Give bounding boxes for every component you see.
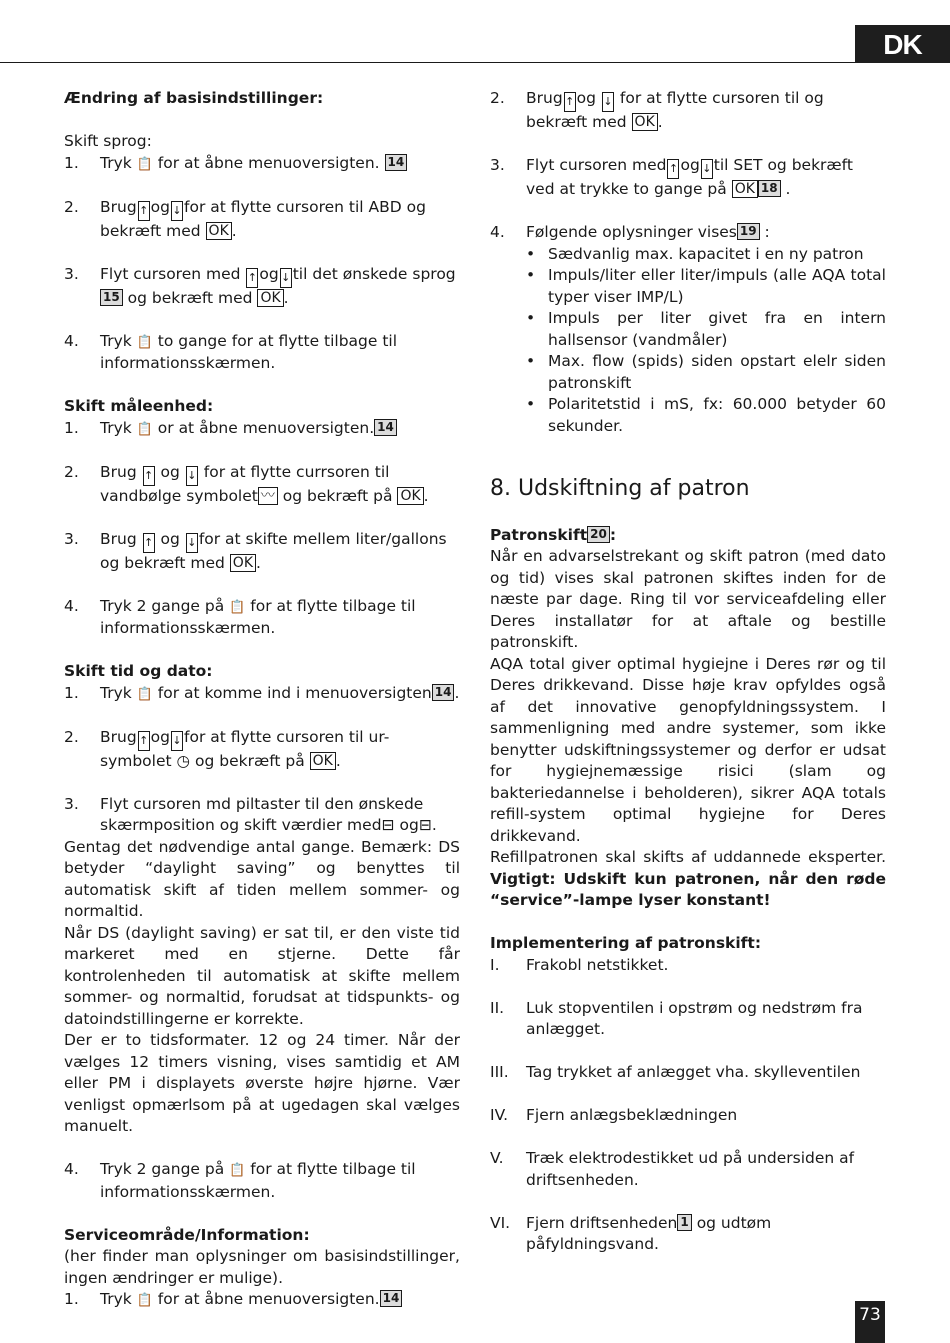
figure-ref: 18 <box>758 180 781 197</box>
section-title: Serviceområde/Information: <box>64 1225 310 1244</box>
list-item: 4. Tryk 📋 to gange for at flytte tilbage til informationsskærmen. <box>64 331 460 375</box>
item-number: 1. <box>64 683 79 702</box>
paragraph: Når en advarselstrekant og skift patron (med dato og tid) vises skal patronen skiftes inden for de næste par dage. Ring til vor serviceafdeling eller Deres installatør for at aftale og bestille patronskift. <box>490 547 886 651</box>
up-arrow-icon: ↑ <box>667 159 679 179</box>
list-item: 2. Brug ↑ og ↓ for at flytte cursoren til ur-symbolet ◷ og bekræft på OK . <box>64 727 460 773</box>
item-number: 3. <box>64 264 79 283</box>
ok-key: OK <box>230 554 256 572</box>
down-arrow-icon: ↓ <box>186 533 198 553</box>
down-arrow-icon: ↓ <box>186 466 198 486</box>
up-arrow-icon: ↑ <box>138 201 150 221</box>
list-item: 3. Flyt cursoren med ↑ og ↓ til det ønskede sprog 15 og bekræft med OK . <box>64 264 460 310</box>
list-item: 1. Tryk 📋 for at komme ind i menuoversigten 14 . <box>64 683 460 706</box>
ok-key: OK <box>206 222 232 240</box>
item-number: 2. <box>490 89 505 107</box>
ok-key: OK <box>632 113 658 131</box>
paragraph: Refillpatronen skal skifts af uddannede eksperter. Vigtigt: Udskift kun patronen, når den røde “service”-lampe lyser konstant! <box>490 848 886 909</box>
figure-ref: 14 <box>432 684 455 701</box>
step-item: VI. Fjern driftsenheden 1 og udtøm påfyldningsvand. <box>490 1213 772 1253</box>
item-number: 3. <box>490 156 505 174</box>
menu-icon: 📋 <box>136 1293 153 1308</box>
step-item: V. Træk elektrodestikket ud på undersiden af driftsenheden. <box>490 1149 855 1189</box>
figure-ref: 14 <box>385 154 408 171</box>
item-number: 1. <box>64 418 79 437</box>
section-title: Implementering af patronskift: <box>490 934 762 952</box>
page-number: 73 <box>855 1301 885 1343</box>
item-number: 2. <box>64 462 79 481</box>
list-item: 2. Brug ↑ og ↓ for at flytte cursoren til og bekræft med OK . <box>490 88 886 134</box>
bullet-item: • Max. flow (spids) siden opstart elelr siden patronskift <box>526 352 886 392</box>
step-item: I. Frakobl netstikket. <box>490 955 669 974</box>
list-item: 4. Tryk 2 gange på 📋 for at flytte tilbage til informationsskærmen. <box>64 596 460 640</box>
figure-ref: 14 <box>380 1290 403 1307</box>
section-title: Patronskift 20 : <box>490 525 617 544</box>
up-arrow-icon: ↑ <box>564 92 576 112</box>
info-bullet-list <box>526 244 886 438</box>
paragraph: (her finder man oplysninger om basisindstillinger, ingen ændringer er mulige). <box>64 1247 460 1287</box>
language-tab: DK <box>855 25 950 63</box>
bullet-item: • Sædvanlig max. kapacitet i en ny patron <box>526 244 864 263</box>
ok-key: OK <box>397 487 423 505</box>
paragraph: Der er to tidsformater. 12 og 24 timer. Når der vælges 12 timers visning, vises samtidig et AM eller PM i displayets øverste højre hjørne. Vær venligst opmærlsom på at ugedagen skal vælges manuelt. <box>64 1031 460 1135</box>
figure-ref: 20 <box>587 526 610 543</box>
left-key-icon: ⊟ <box>381 816 395 834</box>
bullet-item: • Impuls/liter eller liter/impuls (alle AQA total typer viser IMP/L) <box>526 266 886 306</box>
ok-key: OK <box>257 289 283 307</box>
list-item: 2. Brug ↑ og ↓ for at flytte currsoren til vandbølge symbolet 〰 og bekræft på OK . <box>64 462 460 508</box>
down-arrow-icon: ↓ <box>280 268 292 288</box>
paragraph: AQA total giver optimal hygiejne i Deres rør og til Deres drikkevand. Disse høje krav opfyldes også af det innovative genopfyldningssystem. I sammenligning med andre systemer, som ikke benytter udskiftningssystemer og derfor er udsat for hygiejnemæssige risici (slam og bakteriedannelse i beholderen), sikrer AQA totals refill-system optimal hygiejne for Deres drikkevand. <box>490 654 886 845</box>
step-item: II. Luk stopventilen i opstrøm og nedstrøm fra anlægget. <box>490 998 863 1038</box>
header-rule <box>0 62 860 63</box>
list-item: 2. Brug ↑ og ↓ for at flytte cursoren til ABD og bekræft med OK . <box>64 197 460 243</box>
section-title: Skift tid og dato: <box>64 662 213 680</box>
list-item: 1. Tryk 📋 or at åbne menuoversigten. 14 <box>64 418 460 441</box>
section-title: Skift måleenhed: <box>64 397 214 415</box>
up-arrow-icon: ↑ <box>143 533 155 553</box>
paragraph: Gentag det nødvendige antal gange. Bemærk: DS betyder “daylight saving” og benyttes til automatisk skift af tiden mellem sommer- og normaltid. <box>64 837 460 920</box>
up-arrow-icon: ↑ <box>138 731 150 751</box>
wave-icon: 〰 <box>258 487 278 505</box>
item-number: 4. <box>490 223 505 241</box>
right-column <box>490 88 886 1256</box>
up-arrow-icon: ↑ <box>143 466 155 486</box>
item-number: 2. <box>64 197 79 216</box>
list-item: 4. Tryk 2 gange på 📋 for at flytte tilbage til informationsskærmen. <box>64 1159 460 1203</box>
subheading: Skift sprog: <box>64 132 152 150</box>
list-item: 3. Flyt cursoren med ↑ og ↓ til SET og bekræft ved at trykke to gange på OK 18 . <box>490 155 886 201</box>
down-arrow-icon: ↓ <box>602 92 614 112</box>
item-number: 3. <box>64 794 79 813</box>
menu-icon: 📋 <box>229 1163 246 1178</box>
right-key-icon: ⊟ <box>418 816 432 834</box>
menu-icon: 📋 <box>136 156 153 172</box>
section-title: Ændring af basisindstillinger: <box>64 89 324 107</box>
left-column <box>64 88 460 1312</box>
down-arrow-icon: ↓ <box>171 201 183 221</box>
menu-icon: 📋 <box>136 686 153 702</box>
item-number: 4. <box>64 331 79 350</box>
item-number: 4. <box>64 596 79 615</box>
menu-icon: 📋 <box>136 334 153 350</box>
figure-ref: 14 <box>374 419 397 436</box>
bullet-item: • Polaritetstid i mS, fx: 60.000 betyder 60 sekunder. <box>526 395 886 435</box>
list-item: 1. Tryk 📋 for at åbne menuoversigten. 14 <box>64 1289 460 1312</box>
bullet-item: • Impuls per liter givet fra en intern hallsensor (vandmåler) <box>526 309 886 349</box>
menu-icon: 📋 <box>229 599 246 615</box>
figure-ref: 1 <box>677 1214 691 1231</box>
item-number: 1. <box>64 153 79 172</box>
figure-ref: 15 <box>100 289 123 306</box>
step-item: III. Tag trykket af anlægget vha. skylleventilen <box>490 1063 861 1081</box>
list-item: 3. Flyt cursoren md piltaster til den ønskede skærmposition og skift værdier med⊟ og⊟. <box>64 794 460 837</box>
item-number: 1. <box>64 1290 79 1308</box>
menu-icon: 📋 <box>136 421 153 437</box>
figure-ref: 19 <box>737 223 760 240</box>
item-number: 4. <box>64 1160 79 1178</box>
item-number: 2. <box>64 727 79 746</box>
item-number: 3. <box>64 529 79 548</box>
step-item: IV. Fjern anlægsbeklædningen <box>490 1106 738 1124</box>
warning-text: Vigtigt: Udskift kun patronen, når den røde “service”-lampe lyser konstant! <box>490 869 886 909</box>
list-item: 4. Følgende oplysninger vises 19 : • Sædvanlig max. kapacitet i en ny patron • Impuls/liter eller liter/impuls (alle AQA total typer viser IMP/L) • Impuls per liter givet fra en intern hallsensor (vandmåler) • Max. flow (spids) siden opstart elelr siden patronskift • Polaritetstid i mS, fx: 60.000 betyder 60 sekunder. <box>490 222 886 437</box>
down-arrow-icon: ↓ <box>701 159 713 179</box>
down-arrow-icon: ↓ <box>171 731 183 751</box>
clock-icon: ◷ <box>176 751 191 770</box>
list-item: 3. Brug ↑ og ↓ for at skifte mellem liter/gallons og bekræft med OK . <box>64 529 460 575</box>
ok-key: OK <box>310 752 336 770</box>
paragraph: Når DS (daylight saving) er sat til, er den viste tid markeret med en stjerne. Dette får kontrolenheden til automatisk at skifte mellem sommer- og normaltid, forudsat at tidspunkts- og datoindstillingerne er korrekte. <box>64 923 460 1028</box>
up-arrow-icon: ↑ <box>246 268 258 288</box>
ok-key: OK <box>732 180 758 198</box>
list-item: 1. Tryk 📋 for at åbne menuoversigten. 14 <box>64 153 460 176</box>
chapter-heading: 8. Udskiftning af patron <box>490 475 750 501</box>
